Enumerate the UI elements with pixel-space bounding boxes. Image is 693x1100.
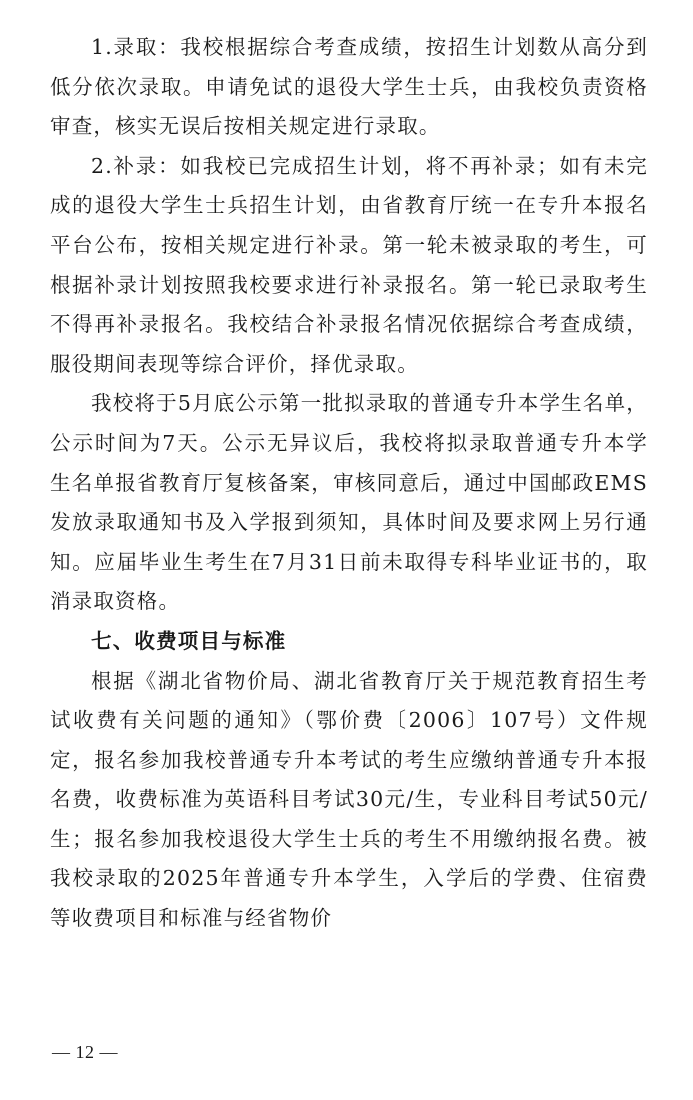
document-page xyxy=(50,28,648,939)
paragraph-fees: 根据《湖北省物价局、湖北省教育厅关于规范教育招生考试收费有关问题的通知》（鄂价费〔2006〕107号）文件规定，报名参加我校普通专升本考试的考生应缴纳普通专升本报名费，收费标准为英语科目考试30元/生，专业科目考试50元/生；报名参加我校退役大学生士兵的考生不用缴纳报名费。被我校录取的2025年普通专升本学生，入学后的学费、住宿费等收费项目和标准与经省物价 xyxy=(50,668,648,931)
paragraph-admission: 1.录取：我校根据综合考查成绩，按招生计划数从高分到低分依次录取。申请免试的退役大学生士兵，由我校负责资格审查，核实无误后按相关规定进行录取。 xyxy=(50,35,648,139)
section-heading-fees: 七、收费项目与标准 xyxy=(91,628,287,653)
page-number: — 12 — xyxy=(52,1042,118,1062)
paragraph-publicity: 我校将于5月底公示第一批拟录取的普通专升本学生名单，公示时间为7天。公示无异议后，我校将拟录取普通专升本学生名单报省教育厅复核备案，审核同意后，通过中国邮政EMS发放录取通知书及入学报到须知，具体时间及要求网上另行通知。应届毕业生考生在7月31日前未取得专科毕业证书的，取消录取资格。 xyxy=(50,391,648,614)
paragraph-supplementary-admission: 2.补录：如我校已完成招生计划，将不再补录；如有未完成的退役大学生士兵招生计划，由省教育厅统一在专升本报名平台公布，按相关规定进行补录。第一轮未被录取的考生，可根据补录计划按照我校要求进行补录报名。第一轮已录取考生不得再补录报名。我校结合补录报名情况依据综合考查成绩，服役期间表现等综合评价，择优录取。 xyxy=(50,153,648,376)
